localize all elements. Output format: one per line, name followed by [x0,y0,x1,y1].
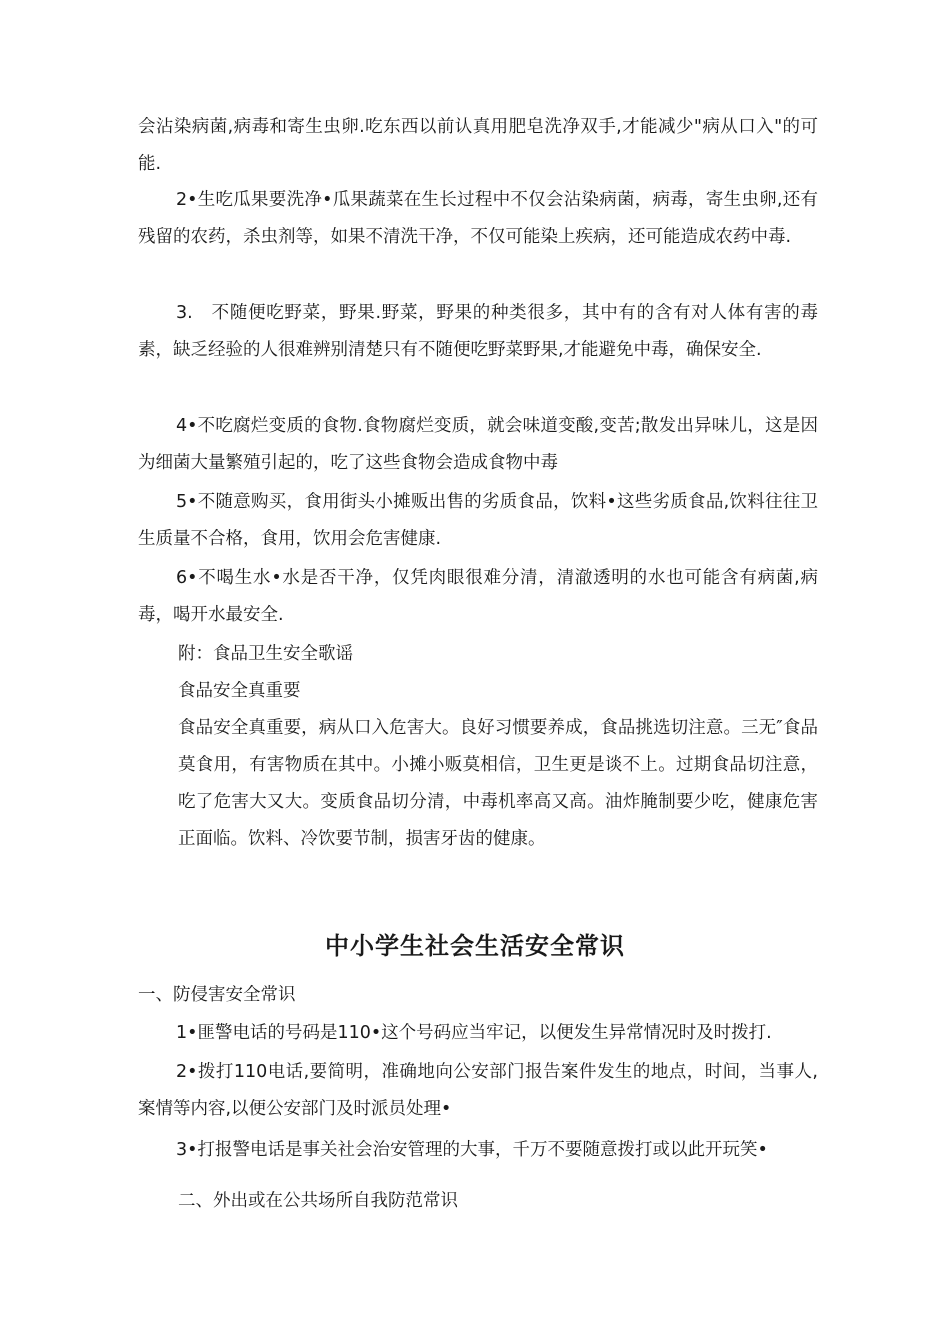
paragraph-street-food: 5•不随意购买，食用街头小摊贩出售的劣质食品，饮料•这些劣质食品,饮料往往卫生质量不合格，食用，饮用会危害健康. [138,492,818,549]
song-body: 食品安全真重要，病从口入危害大。良好习惯要养成，食品挑选切注意。三无″食品莫食用，有害物质在其中。小摊小贩莫相信，卫生更是谈不上。过期食品切注意，吃了危害大又大。变质食品切分清，中毒机率高又高。油炸腌制要少吃，健康危害正面临。饮料、冷饮要节制，损害牙齿的健康。 [178,718,818,849]
song-title: 食品安全真重要 [178,681,301,701]
section-title: 中小学生社会生活安全常识 [325,931,625,960]
paragraph-hand-washing: 会沾染病菌,病毒和寄生虫卵.吃东西以前认真用肥皂洗净双手,才能减少"病从口入"的可能. [138,117,818,174]
list-item-call-110: 2•拨打110电话,要简明，准确地向公安部门报告案件发生的地点，时间，当事人,案情等内容,以便公安部门及时派员处理• [138,1062,818,1119]
paragraph-spoiled-food: 4•不吃腐烂变质的食物.食物腐烂变质，就会味道变酸,变苦;散发出异味儿，这是因为细菌大量繁殖引起的，吃了这些食物会造成食物中毒 [138,416,818,473]
list-item-no-prank-calls: 3•打报警电话是事关社会治安管理的大事，千万不要随意拨打或以此开玩笑• [176,1140,768,1160]
paragraph-raw-water: 6•不喝生水•水是否干净，仅凭肉眼很难分清，清澈透明的水也可能含有病菌,病毒，喝开水最安全. [138,568,818,625]
heading-anti-assault: 一、防侵害安全常识 [138,985,296,1005]
appendix-label: 附：食品卫生安全歌谣 [178,644,353,664]
paragraph-wild-vegetables: 3. 不随便吃野菜，野果.野菜，野果的种类很多，其中有的含有对人体有害的毒素，缺乏经验的人很难辨别清楚只有不随便吃野菜野果,才能避免中毒，确保安全. [138,303,818,360]
list-item-police-number: 1•匪警电话的号码是110•这个号码应当牢记，以便发生异常情况时及时拨打. [176,1023,772,1043]
paragraph-wash-fruit: 2•生吃瓜果要洗净•瓜果蔬菜在生长过程中不仅会沾染病菌，病毒，寄生虫卵,还有残留的农药，杀虫剂等，如果不清洗干净，不仅可能染上疾病，还可能造成农药中毒. [138,190,818,247]
heading-public-safety: 二、外出或在公共场所自我防范常识 [178,1191,458,1211]
